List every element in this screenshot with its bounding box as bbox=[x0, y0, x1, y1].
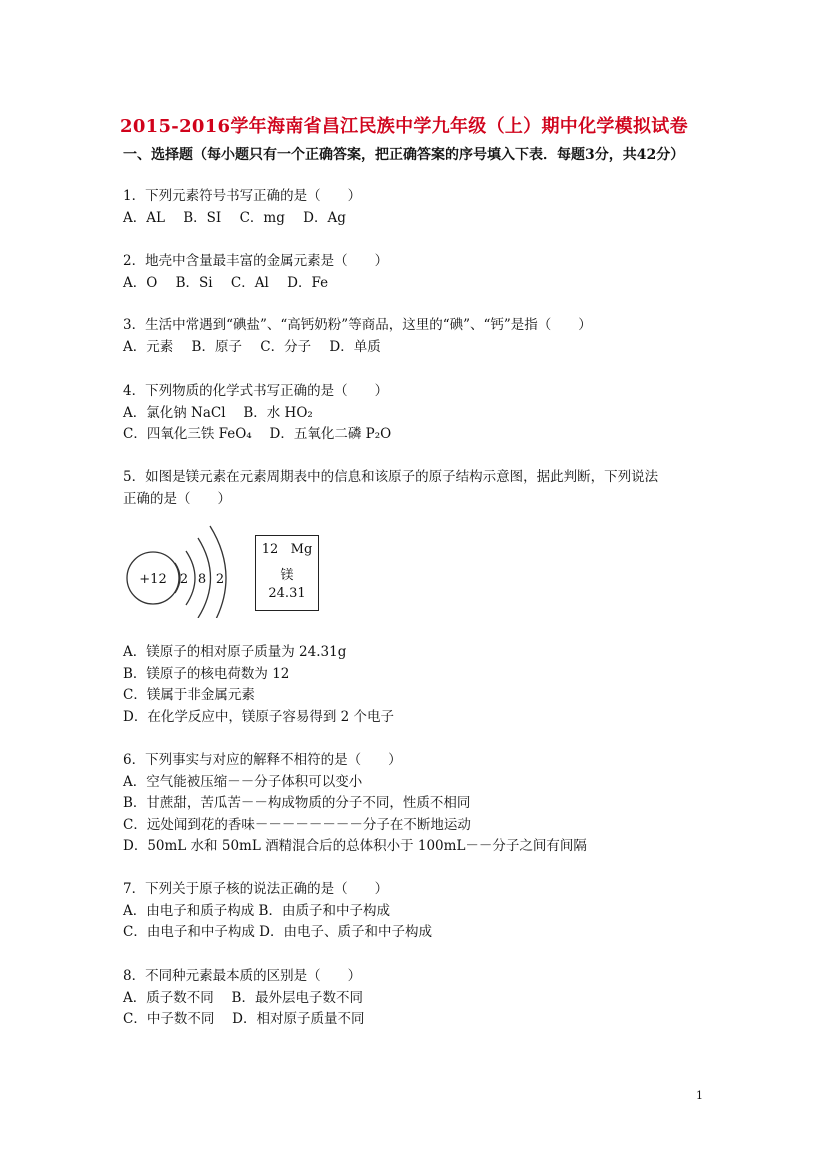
element-name: 镁 bbox=[280, 568, 294, 583]
question-stem: 6．下列事实与对应的解释不相符的是（ ） bbox=[123, 752, 402, 768]
shell-electrons-2: 8 bbox=[197, 572, 207, 587]
option-a: A．O bbox=[123, 274, 158, 291]
option-a: A．元素 bbox=[123, 338, 174, 355]
option-d: D．单质 bbox=[329, 338, 381, 355]
element-number-symbol bbox=[256, 542, 318, 557]
option-b: B．Si bbox=[175, 274, 213, 291]
option-d: D．Fe bbox=[287, 274, 329, 291]
question-5-options bbox=[123, 642, 713, 728]
options bbox=[123, 208, 713, 230]
atomic-mass: 24.31 bbox=[268, 586, 306, 601]
page-number: 1 bbox=[696, 1089, 703, 1102]
nucleus-charge: +12 bbox=[139, 572, 167, 587]
options-line-2: C．中子数不同 D．相对原子质量不同 bbox=[123, 1011, 365, 1027]
shell-electrons-1: 2 bbox=[179, 572, 189, 587]
question-stem: 2．地壳中含量最丰富的金属元素是（ ） bbox=[123, 253, 389, 269]
options-line-1: A．由电子和质子构成 B．由质子和中子构成 bbox=[123, 902, 390, 919]
option-b: B．镁原子的核电荷数为 12 bbox=[123, 665, 290, 682]
option-a: A．空气能被压缩－－分子体积可以变小 bbox=[123, 773, 363, 790]
question-stem-line-2: 正确的是（ ） bbox=[123, 490, 231, 507]
question-stem: 4．下列物质的化学式书写正确的是（ ） bbox=[123, 383, 389, 399]
question-stem: 8．不同种元素最本质的区别是（ ） bbox=[123, 968, 362, 984]
option-c: C．远处闻到花的香味－－－－－－－－分子在不断地运动 bbox=[123, 816, 471, 833]
option-a: A．AL bbox=[123, 209, 165, 226]
question-7 bbox=[123, 879, 713, 944]
page-title: 2015-2016学年海南省昌江民族中学九年级（上）期中化学模拟试卷 bbox=[120, 116, 688, 137]
option-b: B．SI bbox=[183, 209, 222, 226]
options-line-2: C．由电子和中子构成 D．由电子、质子和中子构成 bbox=[123, 924, 432, 940]
options-line-2: C．四氧化三铁 FeO₄ D．五氧化二磷 P₂O bbox=[123, 426, 392, 442]
option-d: D．50mL 水和 50mL 酒精混合后的总体积小于 100mL－－分子之间有间隔 bbox=[123, 838, 587, 854]
shell-electrons-3: 2 bbox=[215, 572, 225, 587]
question-4 bbox=[123, 381, 713, 446]
periodic-table-cell bbox=[255, 535, 319, 611]
option-b: B．原子 bbox=[191, 338, 242, 355]
option-d: D．Ag bbox=[303, 209, 346, 226]
question-2 bbox=[123, 251, 713, 294]
options-line-1: A．氯化钠 NaCl B．水 HO₂ bbox=[123, 404, 313, 421]
option-a: A．镁原子的相对原子质量为 24.31g bbox=[123, 644, 347, 660]
options-line-1: A．质子数不同 B．最外层电子数不同 bbox=[123, 989, 363, 1006]
option-b: B．甘蔗甜，苦瓜苦－－构成物质的分子不同，性质不相同 bbox=[123, 795, 471, 811]
option-d: D．在化学反应中，镁原子容易得到 2 个电子 bbox=[123, 708, 394, 725]
question-1 bbox=[123, 186, 713, 229]
option-c: C．镁属于非金属元素 bbox=[123, 687, 255, 703]
question-stem: 3．生活中常遇到“碘盐”、“高钙奶粉”等商品，这里的“碘”、“钙”是指（ ） bbox=[123, 317, 592, 333]
option-c: C．mg bbox=[239, 209, 285, 226]
question-stem: 7．下列关于原子核的说法正确的是（ ） bbox=[123, 881, 389, 897]
question-3 bbox=[123, 315, 713, 358]
atomic-number: 12 bbox=[261, 542, 279, 557]
option-c: C．Al bbox=[230, 274, 269, 291]
options bbox=[123, 337, 713, 359]
question-5 bbox=[123, 467, 713, 510]
question-stem: 1．下列元素符号书写正确的是（ ） bbox=[123, 188, 362, 204]
question-8 bbox=[123, 966, 713, 1031]
section-heading: 一、选择题（每小题只有一个正确答案，把正确答案的序号填入下表．每题3分，共42分） bbox=[123, 147, 685, 163]
element-symbol: Mg bbox=[290, 542, 313, 557]
question-stem-line-1: 5．如图是镁元素在元素周期表中的信息和该原子的原子结构示意图，据此判断，下列说法 bbox=[123, 469, 659, 485]
options bbox=[123, 273, 713, 295]
question-6 bbox=[123, 750, 713, 858]
option-c: C．分子 bbox=[260, 338, 312, 355]
